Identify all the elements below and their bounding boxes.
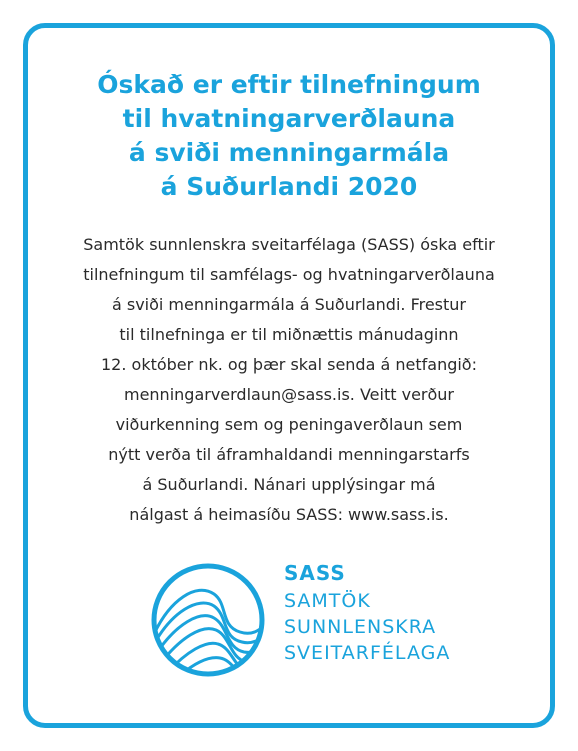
title-line: á sviði menningarmála (128, 138, 450, 167)
body-line: 12. október nk. og þær skal senda á netfangið: (101, 355, 477, 374)
body-line: á Suðurlandi. Nánari upplýsingar má (142, 475, 436, 494)
body-line: á sviði menningarmála á Suðurlandi. Frestur (111, 295, 467, 314)
title-line: til hvatningarverðlauna (122, 104, 456, 133)
announcement-text (40, 230, 538, 530)
body-line: menningarverdlaun@sass.is. Veitt verður (123, 385, 454, 404)
body-line: til tilnefninga er til miðnættis mánudaginn (119, 325, 459, 344)
sass-logo (148, 560, 451, 680)
body-line: viðurkenning sem og peningaverðlaun sem (115, 415, 463, 434)
body-line: nýtt verða til áframhaldandi menningarstarfs (108, 445, 470, 464)
title-line: Óskað er eftir tilnefningum (97, 70, 481, 99)
logo-text-line: SVEITARFÉLAGA (284, 642, 451, 664)
title-line: á Suðurlandi 2020 (160, 172, 418, 201)
logo-text-line: SUNNLENSKRA (284, 616, 437, 638)
wave-circle-logo-icon (148, 560, 268, 680)
logo-text-line: SAMTÖK (284, 590, 371, 612)
logo-abbreviation: SASS (284, 561, 346, 585)
page-title (40, 68, 538, 204)
body-line: nálgast á heimasíðu SASS: www.sass.is. (129, 505, 449, 524)
logo-wordmark (284, 560, 450, 666)
body-line: Samtök sunnlenskra sveitarfélaga (SASS) óska eftir (83, 235, 495, 254)
body-line: tilnefningum til samfélags- og hvatningarverðlauna (83, 265, 495, 284)
